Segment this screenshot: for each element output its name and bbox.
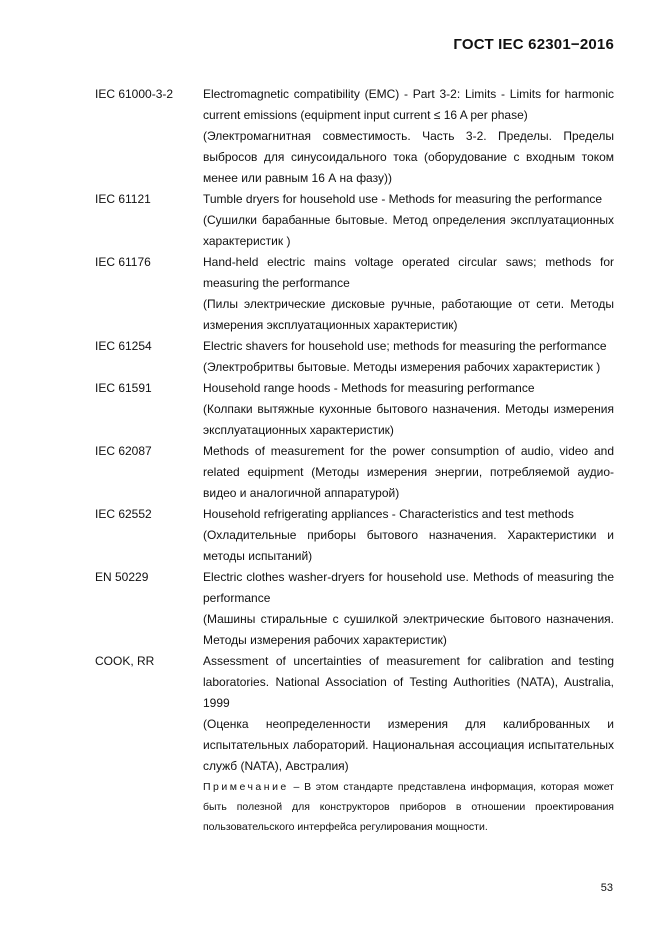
reference-code: EN 50229 [95, 570, 149, 584]
reference-body [203, 378, 614, 441]
references-list [95, 84, 614, 837]
reference-title-ru: (Электромагнитная совместимость. Часть 3-2. Пределы. Пределы выбросов для синусоидального тока (оборудование с входным током менее или равным 16 А на фазу)) [203, 129, 614, 185]
reference-entry [95, 441, 614, 504]
reference-code: IEC 62552 [95, 507, 152, 521]
reference-entry [95, 567, 614, 651]
note-text: – В этом стандарте представлена информация, которая может быть полезной для конструкторов приборов в отношении проектирования пользовательского интерфейса регулирования мощности. [203, 781, 614, 833]
reference-body [203, 252, 614, 336]
reference-code: IEC 61121 [95, 192, 151, 206]
reference-body [203, 336, 614, 378]
reference-entry [95, 84, 614, 189]
reference-entry [95, 651, 614, 837]
reference-entry [95, 189, 614, 252]
reference-title-en: Methods of measurement for the power consumption of audio, video and related equipment (Методы измерения энергии, потребляемой аудио-видео и аналогичной аппаратурой) [203, 444, 614, 500]
reference-title-ru: (Пилы электрические дисковые ручные, работающие от сети. Методы измерения эксплуатационных характеристик) [203, 297, 614, 332]
reference-body [203, 189, 614, 252]
reference-code: IEC 61176 [95, 255, 151, 269]
note-label: Примечание [203, 781, 289, 793]
page-number: 53 [600, 882, 613, 894]
reference-title-ru: (Охладительные приборы бытового назначения. Характеристики и методы испытаний) [203, 528, 614, 563]
reference-code: IEC 61000-3-2 [95, 87, 174, 101]
reference-title-en: Household range hoods - Methods for measuring performance [203, 381, 535, 395]
reference-title-ru: (Оценка неопределенности измерения для калиброванных и испытательных лабораторий. Национальная ассоциация испытательных служб (NATA), Австралия) [203, 717, 614, 773]
reference-body [203, 651, 614, 837]
reference-title-ru: (Машины стиральные с сушилкой электрические бытового назначения. Методы измерения рабочих характеристик) [203, 612, 614, 647]
reference-code: COOK, RR [95, 654, 155, 668]
reference-entry [95, 336, 614, 378]
reference-title-en: Household refrigerating appliances - Characteristics and test methods [203, 507, 574, 521]
reference-entry [95, 504, 614, 567]
reference-title-en: Hand-held electric mains voltage operated circular saws; methods for measuring the performance [203, 255, 614, 290]
reference-entry [95, 378, 614, 441]
reference-title-en: Electric clothes washer-dryers for household use. Methods of measuring the performance [203, 570, 614, 605]
reference-title-ru: (Колпаки вытяжные кухонные бытового назначения. Методы измерения эксплуатационных характеристик) [203, 402, 614, 437]
reference-title-ru: (Электробритвы бытовые. Методы измерения рабочих характеристик ) [203, 360, 601, 374]
reference-body [203, 84, 614, 189]
reference-code: IEC 61591 [95, 381, 152, 395]
reference-title-en: Electromagnetic compatibility (EMC) - Part 3-2: Limits - Limits for harmonic current emissions (equipment input current ≤ 16 A per phase) [203, 87, 614, 122]
document-header: ГОСТ IEC 62301−2016 [453, 36, 614, 53]
reference-body [203, 504, 614, 567]
reference-code: IEC 61254 [95, 339, 152, 353]
reference-title-en: Assessment of uncertainties of measurement for calibration and testing laboratories. National Association of Testing Authorities (NATA), Australia, 1999 [203, 654, 614, 710]
reference-title-ru: (Сушилки барабанные бытовые. Метод определения эксплуатационных характеристик ) [203, 213, 614, 248]
reference-entry [95, 252, 614, 336]
reference-body [203, 441, 614, 504]
reference-body [203, 567, 614, 651]
reference-code: IEC 62087 [95, 444, 152, 458]
reference-title-en: Tumble dryers for household use - Methods for measuring the performance [203, 192, 603, 206]
reference-title-en: Electric shavers for household use; methods for measuring the performance [203, 339, 607, 353]
note [203, 777, 614, 837]
